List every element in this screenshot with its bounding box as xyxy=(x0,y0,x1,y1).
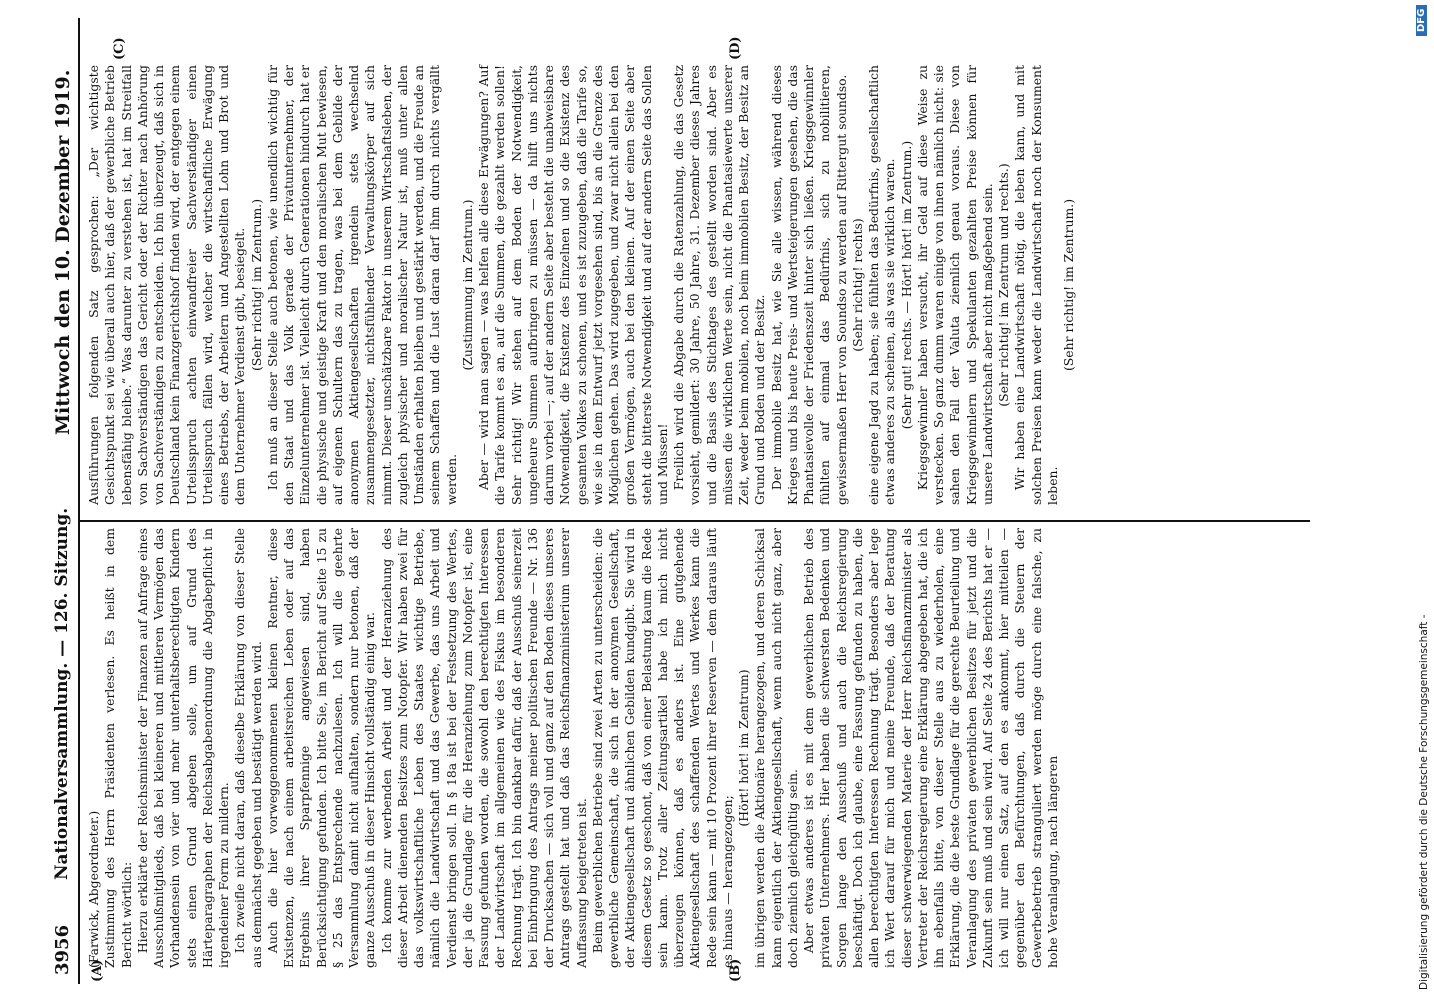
paragraph: Zustimmung des Herrn Präsidenten verlesen. Es heißt in dem Bericht wörtlich: xyxy=(102,528,134,968)
quoted-paragraph: Hierzu erklärte der Reichsminister der Finanzen auf Anfrage eines Ausschußmitglieds, daß bei kleineren und mittleren Vermögen das Vorhandensein von vier und mehr unterhaltsberechtigten Kindern stets einen Grund abgeben solle, um auf Grund des Härteparagraphen der Reichsabgabenordnung die Abgabepflicht in irgendeiner Form zu mildern. xyxy=(134,528,231,968)
paragraph: eine eigene Jagd zu haben; sie fühlten das Bedürfnis, gesellschaftlich etwas anderes zu scheinen, als was sie wirklich waren. xyxy=(866,65,898,505)
paragraph: Ich komme zur werbenden Arbeit und der Heranziehung des dieser Arbeit dienenden Besitzes zum Notopfer. Wir haben zwei für das volkswirtschaftliche Leben des Staates wichtige Betriebe, nämlich die Landwirtschaft und das Gewerbe, das uns Arbeit und Verdienst bringen soll. In § 18a ist bei der Festsetzung des Wertes, der ja die Grundlage für die Heranziehung zum Notopfer ist, eine Fassung gefunden worden, die sowohl den berechtigten Interessen der Landwirtschaft im allgemeinen wie des Fiskus im besonderen Rechnung trägt. Ich bin dankbar dafür, daß der Ausschuß seinerzeit bei Einbringung des Antrags meiner politischen Freunde — Nr. 136 der Drucksachen — sich voll und ganz auf den Boden dieses unseres Antrags gestellt hat und daß das Reichsfinanzministerium unserer Auffassung beigetreten ist. xyxy=(378,528,589,968)
right-column xyxy=(86,65,1311,505)
paragraph: Beim gewerblichen Betriebe sind zwei Arten zu unterscheiden: die gewerbliche Gemeinschaft, die sich in der anonymen Gesellschaft, der Aktiengesellschaft und ähnlichen Gebilden kundgibt. Sie wird in diesem Gesetz so geschont, daß von einer Belastung kaum die Rede sein kann. Trotz aller Zeitungsartikel habe ich mich nicht überzeugen können, daß es anders ist. Eine gutgehende Aktiengesellschaft des schaffenden Wertes und Werkes kann die Rede sein kann — mit 10 Prozent ihrer Reserven — dem daraus läuft es hinaus — herangezogen; xyxy=(589,528,735,968)
interjection: (Sehr gut! rechts. — Hört! hört! im Zentrum.) xyxy=(898,140,914,430)
paragraph: Kriegsgewinnler haben versucht, ihr Geld auf diese Weise zu verstecken. So ganz dumm waren einige von ihnen nämlich nicht: sie sahen den Fall der Valuta ziemlich genau voraus. Diese von Kriegsgewinnlern und Spekulanten gezahlten Preise können für unsere Landwirtschaft aber nicht maßgebend sein. xyxy=(914,65,995,505)
interjection: (Hört! hört! im Zentrum) xyxy=(736,669,751,827)
left-column xyxy=(86,528,1311,968)
header-rule xyxy=(78,18,80,984)
running-title: Nationalversammlung. — 126. Sitzung. xyxy=(52,507,72,880)
paragraph: Freilich wird die Abgabe durch die Ratenzahlung, die das Gesetz vorsieht, gemildert: 30 Jahre, 50 Jahre, 31. Dezember dieses Jahres und die Basis des Stichtages des gestellt worden sind. Aber es müssen die wirklichen Werte sein, nicht die Phantasiewerte unserer Zeit, weder beim mobilen, noch beim immobilen Besitz, der Besitz an Grund und Boden und der Besitz. xyxy=(671,65,768,505)
paragraph: Der immobile Besitz hat, wie Sie alle wissen, während dieses Krieges und bis heute Preis- und Wertsteigerungen gesehen, die das Phantasievolle der Friedenszeit hinter sich ließen. Kriegsgewinnler fühlten auf einmal das Bedürfnis, sich zu nobilitieren, gewissermaßen Herr von Soundso zu werden auf Rittergut soundso. xyxy=(768,65,849,505)
digitization-credit: Digitalisierung gefördert durch die Deutsche Forschungsgemeinschaft - xyxy=(1418,614,1430,990)
date-line: Mittwoch den 10. Dezember 1919. xyxy=(52,69,74,435)
margin-marker-a: (A) xyxy=(90,959,105,982)
speaker-attribution: (Farwick, Abgeordneter.) xyxy=(86,810,101,968)
paragraph: Auch die hier vorweggenommenen kleinen Rentner, diese Existenzen, die nach einem arbeitsreichen Leben oder auf das Ergebnis ihrer Sparpfennige angewiesen sind, haben Berücksichtigung gefunden. Ich bitte Sie, im Bericht auf Seite 15 zu § 25 das Entsprechende nachzulesen. Ich will die geehrte Versammlung damit nicht aufhalten, sondern nur betonen, daß der ganze Ausschuß in dieser Hinsicht vollständig einig war. xyxy=(264,528,378,968)
paragraph: Ich zweifle nicht daran, daß dieselbe Erklärung von dieser Stelle aus demnächst gegeben und bestätigt werden wird. xyxy=(232,528,264,968)
paragraph: Wir haben eine Landwirtschaft nötig, die leben kann, und mit solchen Preisen kann weder die Landwirtschaft noch der Konsument leben. xyxy=(1012,65,1060,505)
column-divider xyxy=(80,520,1310,522)
interjection: (Zustimmung im Zentrum.) xyxy=(459,199,475,371)
page-number: 3956 xyxy=(52,924,73,975)
paragraph: Ausführungen folgenden Satz gesprochen: „Der wichtigste Gesichtspunkt sei wie überall auch hier, daß der gewerbliche Betrieb lebensfähig bleibe.“ Was darunter zu verstehen ist, hat im Streitfall von Sachverständigen das Gericht oder der Richter nach Anhörung von Sachverständigen zu entscheiden. Ich bin überzeugt, daß sich in Deutschland kein Finanzgerichtshof finden wird, der entgegen einem Urteilsspruch achten einwandfreier Sachverständiger einen Urteilsspruch fällen wird, welcher die wirtschaftliche Erwägung eines Betriebs, der Arbeitern und Angestellten Lohn und Brot und dem Unternehmer Verdienst gibt, besiegelt. xyxy=(86,65,248,505)
paragraph: im übrigen werden die Aktionäre herangezogen, und deren Schicksal kann eigentlich der Aktiengesellschaft, wenn auch nicht ganz, aber doch ziemlich gleichgültig sein. xyxy=(752,528,800,968)
margin-marker-d: (D) xyxy=(728,36,743,60)
interjection: (Sehr richtig! im Zentrum.) xyxy=(248,198,264,372)
margin-marker-c: (C) xyxy=(112,37,127,60)
dfg-logo: DFG xyxy=(1416,5,1427,36)
paragraph: Aber etwas anderes ist es mit dem gewerblichen Betrieb des privaten Unternehmers. Hier haben die schwersten Bedenken und Sorgen lange den Ausschuß und auch die Reichsregierung beschäftigt. Doch ich glaube, eine Fassung gefunden zu haben, die allen berechtigten Interessen Rechnung trägt. Besonders aber lege ich Wert darauf für mich und meine Freunde, daß der Beratung dieser schwerwiegenden Materie der Herr Reichsfinanzminister als Vertreter der Reichsregierung eine Erklärung abgegeben hat, die ich ihn ebenfalls bitte, von dieser Stelle aus zu wiederholen, eine Erklärung, die die beste Grundlage für die gerechte Beurteilung und Veranlagung des privaten gewerblichen Besitzes für jetzt und die Zukunft sein muß und sein wird. Auf Seite 24 des Berichts hat er — ich will nur einen Satz, auf den es ankommt, hier mitteilen — gegenüber den Befürchtungen, daß durch die Steuern der Gewerbebetrieb stranguliert werden möge durch eine falsche, zu hohe Veranlagung, nach längeren xyxy=(801,528,1060,968)
interjection: (Sehr richtig! rechts) xyxy=(849,218,865,352)
margin-marker-b: (B) xyxy=(728,958,743,982)
paragraph: Aber — wird man sagen — was helfen alle diese Erwägungen? Auf die Tarife kommt es an, auf die Summen, die gezahlt werden sollen! Sehr richtig! Wir stehen auf dem Boden der Notwendigkeit, ungeheure Summen aufbringen zu müssen — da hilft uns nichts darum vorbei —; auf der andern Seite aber besteht die unabweisbare Notwendigkeit, die Existenz des Einzelnen und so die Existenz des gesamten Volkes zu schonen, und es ist zuzugeben, daß die Tarife so, wie sie in dem Entwurf jetzt vorgesehen sind, bis an die Grenze des Möglichen gehen. Das wird zugegeben, und zwar nicht allein bei den großen Vermögen, auch bei den kleinen. Auf der einen Seite aber steht die bitterste Notwendigkeit und auf der andern Seite das Sollen und Müssen! xyxy=(476,65,670,505)
interjection: (Sehr richtig! im Zentrum.) xyxy=(1061,198,1076,372)
interjection: (Sehr richtig! im Zentrum und rechts.) xyxy=(996,163,1011,407)
paragraph: Ich muß an dieser Stelle auch betonen, wie unendlich wichtig für den Staat und das Volk gerade der Privatunternehmer, der Einzelunternehmer ist. Vielleicht durch Generationen hindurch hat er die physische und geistige Kraft und den moralischen Mut bewiesen, auf eigenen Schultern das zu tragen, was bei dem Gebilde der anonymen Aktiengesellschaften irgendein stets wechselnd zusammengesetzter, nichtsfühlender Verwaltungskörper auf sich nimmt. Dieser unschätzbare Faktor in unserem Wirtschaftsleben, der zugleich physischer und moralischer Natur ist, muß unter allen Umständen erhalten bleiben und gestärkt werden, und die Freude an seinem Schaffen und die Lust daran darf ihm durch nichts vergällt werden. xyxy=(264,65,459,505)
